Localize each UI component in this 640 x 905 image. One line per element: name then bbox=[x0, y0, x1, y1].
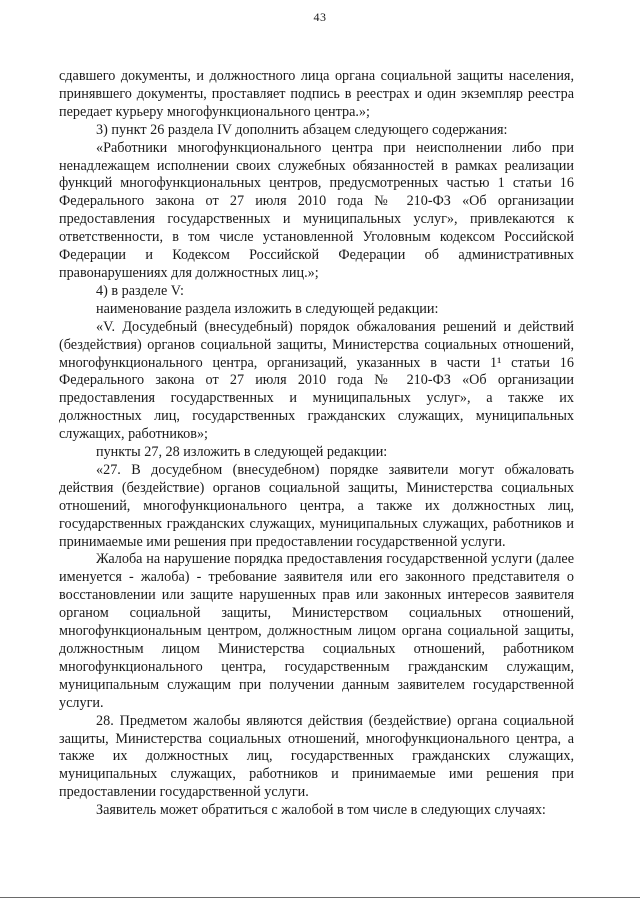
paragraph-4: 4) в разделе V: bbox=[96, 282, 184, 299]
paragraph-10: 28. Предметом жалобы являются действия (бездействие) органа социальной защиты, Министерства социальных отношений, многофункционального центра, а также их должностных лиц, государственных гражданских служащих, муниципальных служащих, работников и принимаемые ими решения при предоставлении государственной услуги. bbox=[59, 712, 574, 801]
paragraph-9: Жалоба на нарушение порядка предоставления государственной услуги (далее именуется - жалоба) - требование заявителя или его законного представителя о восстановлении или защите нарушенных прав или законных интересов заявителя органом социальной защиты, Министерством социальных отношений, многофункциональным центром, должностным лицом органа социальной защиты, должностным лицом Министерства социальных отношений, работником многофункционального центра, государственным гражданским служащим, муниципальным служащим при получении данным заявителем государственной услуги. bbox=[59, 551, 574, 711]
paragraph-8: «27. В досудебном (внесудебном) порядке заявители могут обжаловать действия (бездействие) органов социальной защиты, Министерства социальных отношений, многофункционального центра, а также их должностных лиц, государственных гражданских служащих, муниципальных служащих, работников и принимаемые ими решения при предоставлении государственной услуги. bbox=[59, 461, 574, 550]
paragraph-7: пункты 27, 28 изложить в следующей редакции: bbox=[96, 444, 388, 461]
page-number: 43 bbox=[313, 10, 327, 24]
paragraph-3: «Работники многофункционального центра при неисполнении либо при ненадлежащем исполнении своих служебных обязанностей в рамках реализации функций многофункциональных центров, предусмотренных частью 1 статьи 16 Федерального закона от 27 июля 2010 года № 210-ФЗ «Об организации предоставления государственных и муниципальных услуг», привлекаются к ответственности, в том числе установленной Уголовным кодексом Российской Федерации и Кодексом Российской Федерации об административных правонарушениях для должностных лиц.»; bbox=[59, 139, 574, 281]
page-bottom-border bbox=[0, 897, 640, 898]
paragraph-5: наименование раздела изложить в следующей редакции: bbox=[96, 300, 439, 317]
paragraph-6: «V. Досудебный (внесудебный) порядок обжалования решений и действий (бездействия) органов социальной защиты, Министерства социальных отношений, многофункционального центра, организаций, указанных в части 1¹ статьи 16 Федерального закона от 27 июля 2010 года № 210-ФЗ «Об организации предоставления государственных и муниципальных услуг», а также их должностных лиц, государственных гражданских служащих, муниципальных служащих, работников»; bbox=[59, 318, 574, 443]
paragraph-1: сдавшего документы, и должностного лица органа социальной защиты населения, принявшего документы, проставляет подпись в реестрах и один экземпляр реестра передает курьеру многофункционального центра.»; bbox=[59, 68, 574, 120]
document-body bbox=[59, 68, 574, 820]
paragraph-2: 3) пункт 26 раздела IV дополнить абзацем следующего содержания: bbox=[96, 121, 508, 138]
paragraph-11: Заявитель может обратиться с жалобой в том числе в следующих случаях: bbox=[96, 802, 546, 819]
